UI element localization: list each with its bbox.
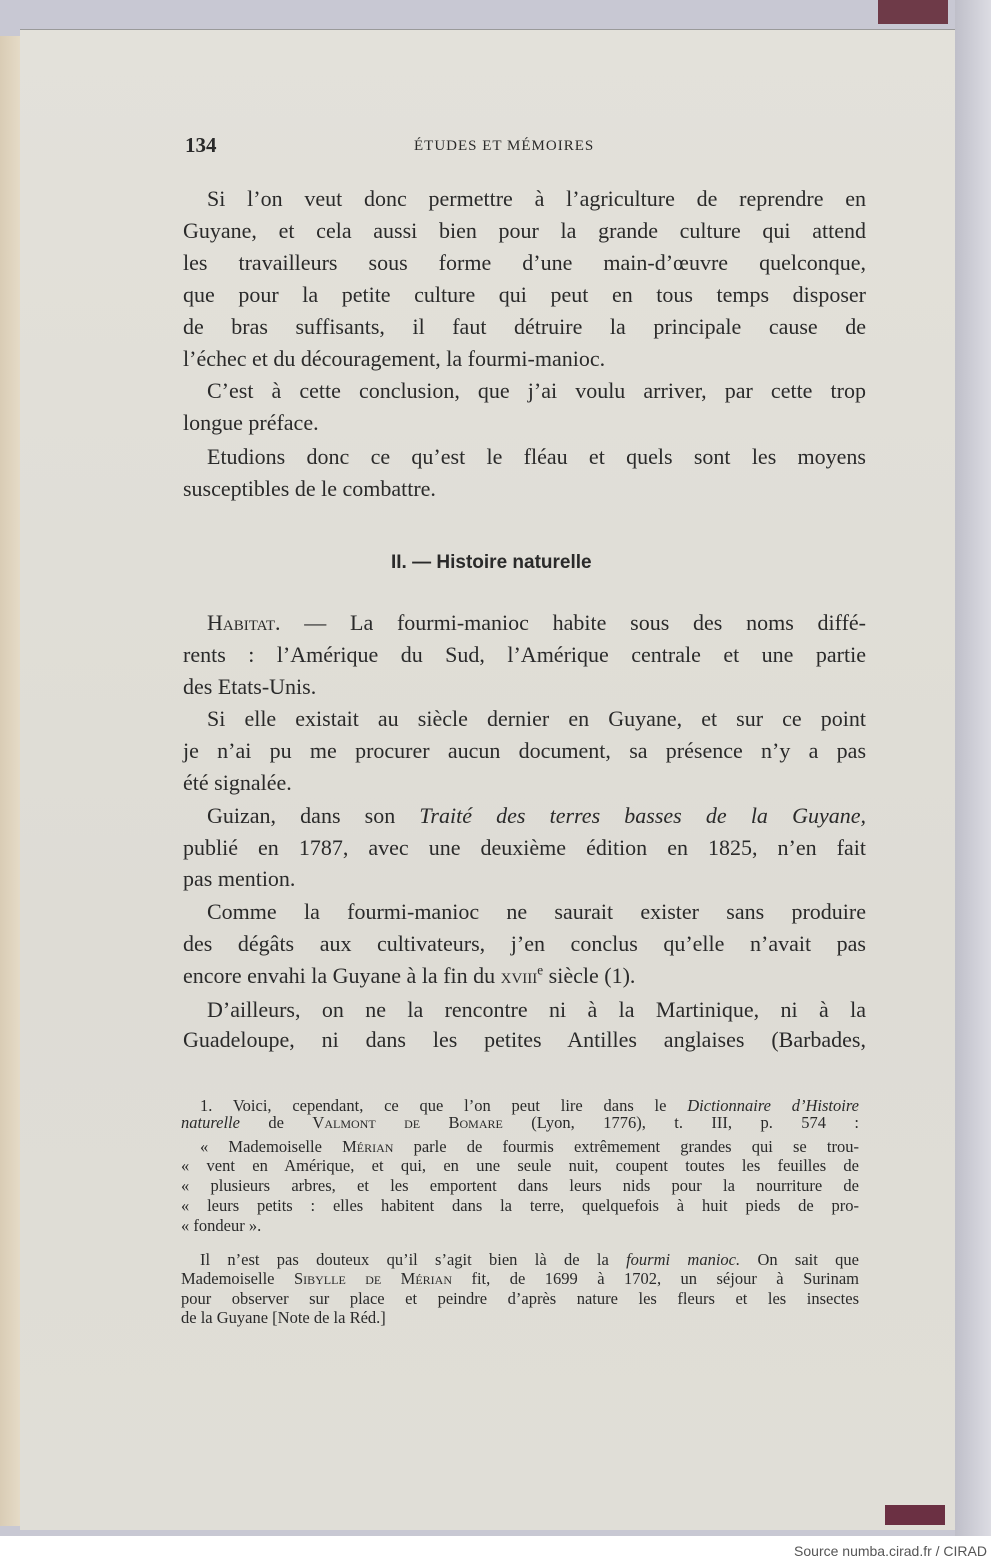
body-line <box>183 282 866 308</box>
text-run: les travailleurs sous forme d’une main-d’œuvre quelconque, <box>183 250 866 275</box>
body-line <box>183 674 866 700</box>
section-heading: II. — Histoire naturelle <box>391 552 592 573</box>
body-line <box>183 378 866 404</box>
body-line <box>183 866 866 892</box>
body-line <box>183 1027 866 1053</box>
text-run: Mademoiselle <box>181 1269 294 1288</box>
italic-text: Dictionnaire d’Histoire <box>687 1096 859 1115</box>
text-run: Etudions donc ce qu’est le fléau et quels sont les moyens <box>207 444 866 469</box>
italic-text: fourmi manioc. <box>626 1250 741 1269</box>
body-line <box>183 770 866 796</box>
body-line <box>183 186 866 212</box>
footnote-line <box>181 1156 859 1175</box>
book-spine-edge <box>955 0 991 1536</box>
footnote-line <box>181 1113 859 1132</box>
footnote-line <box>181 1176 859 1195</box>
footnote-line <box>181 1196 859 1215</box>
body-line <box>183 476 866 502</box>
body-line <box>183 931 866 957</box>
text-run: C’est à cette conclusion, que j’ai voulu arriver, par cette trop <box>207 378 866 403</box>
text-run: fit, de 1699 à 1702, un séjour à Surinam <box>452 1269 859 1288</box>
text-run: (Lyon, 1776), t. III, p. 574 : <box>502 1113 860 1132</box>
running-head: ÉTUDES ET MÉMOIRES <box>414 138 595 154</box>
book-cover-edge <box>878 0 948 24</box>
body-line <box>183 218 866 244</box>
body-line <box>183 899 866 925</box>
text-run: encore envahi la Guyane à la fin du <box>183 963 501 988</box>
footnote-line <box>181 1269 859 1288</box>
text-run: pour observer sur place et peindre d’après nature les fleurs et les insectes <box>181 1289 859 1308</box>
small-caps-text: Mérian <box>342 1137 394 1156</box>
text-run: été signalée. <box>183 770 292 795</box>
text-run: « leurs petits : elles habitent dans la terre, quelquefois à huit pieds de pro- <box>181 1196 859 1215</box>
footnote-line <box>181 1250 859 1269</box>
footnote-line <box>181 1289 859 1308</box>
text-run: de <box>239 1113 313 1132</box>
text-run: Comme la fourmi-manioc ne saurait exister sans produire <box>207 899 866 924</box>
text-run: Si elle existait au siècle dernier en Guyane, et sur ce point <box>207 706 866 731</box>
italic-text: Traité des terres basses de la Guyane, <box>419 803 867 828</box>
text-run: Il n’est pas douteux qu’il s’agit bien là de la <box>200 1250 627 1269</box>
body-line <box>183 835 866 861</box>
text-run: susceptibles de le combattre. <box>183 476 436 501</box>
text-run: siècle (1). <box>543 963 636 988</box>
text-run: je n’ai pu me procurer aucun document, sa présence n’y a pas <box>183 738 866 763</box>
text-run: des dégâts aux cultivateurs, j’en conclus qu’elle n’avait pas <box>183 931 866 956</box>
text-run: de bras suffisants, il faut détruire la principale cause de <box>183 314 866 339</box>
body-line <box>183 444 866 470</box>
footnote-line <box>181 1216 859 1235</box>
text-run: « fondeur ». <box>181 1216 262 1235</box>
body-line <box>183 997 866 1023</box>
body-line <box>183 346 866 372</box>
body-line <box>183 706 866 732</box>
text-run: que pour la petite culture qui peut en tous temps disposer <box>183 282 866 307</box>
text-run: « plusieurs arbres, et les emportent dans leurs nids pour la nourriture de <box>181 1176 859 1195</box>
superscript-text: e <box>537 962 544 978</box>
body-line <box>183 314 866 340</box>
text-run: « vent en Amérique, et qui, en une seule nuit, coupent toutes les feuilles de <box>181 1156 859 1175</box>
text-run: des Etats-Unis. <box>183 674 317 699</box>
body-line <box>183 610 866 636</box>
text-run: 1. Voici, cependant, ce que l’on peut lire dans le <box>200 1096 688 1115</box>
small-caps-text: Valmont de Bomare <box>312 1113 503 1132</box>
text-run: de la Guyane [Note de la Réd.] <box>181 1308 386 1327</box>
text-run: D’ailleurs, on ne la rencontre ni à la Martinique, ni à la <box>207 997 866 1022</box>
text-run: On sait que <box>740 1250 859 1269</box>
footnote-line <box>181 1137 859 1156</box>
text-run: Si l’on veut donc permettre à l’agriculture de reprendre en <box>207 186 866 211</box>
text-run: longue préface. <box>183 410 319 435</box>
small-caps-text: Habitat. <box>207 610 281 635</box>
body-line <box>183 738 866 764</box>
book-cover-edge-bottom <box>885 1505 945 1525</box>
body-line <box>183 250 866 276</box>
body-line <box>183 963 866 989</box>
body-line <box>183 410 866 436</box>
page-number: 134 <box>185 133 217 157</box>
text-run: l’échec et du découragement, la fourmi-manioc. <box>183 346 606 371</box>
page-binding-edge <box>0 36 22 1526</box>
text-run: Guizan, dans son <box>207 803 420 828</box>
small-caps-text: xviii <box>500 963 538 988</box>
footnote-line <box>181 1308 859 1327</box>
text-run: parle de fourmis extrêmement grandes qui se trou- <box>393 1137 860 1156</box>
text-run: Guyane, et cela aussi bien pour la grande culture qui attend <box>183 218 866 243</box>
text-run: « Mademoiselle <box>200 1137 343 1156</box>
text-run: publié en 1787, avec une deuxième édition en 1825, n’en fait <box>183 835 866 860</box>
italic-text: naturelle <box>181 1113 240 1132</box>
body-line <box>183 803 866 829</box>
body-line <box>183 642 866 668</box>
text-run: pas mention. <box>183 866 296 891</box>
source-credit: Source numba.cirad.fr / CIRAD <box>794 1543 987 1559</box>
text-run: — La fourmi-manioc habite sous des noms diffé- <box>280 610 866 635</box>
text-run: rents : l’Amérique du Sud, l’Amérique centrale et une partie <box>183 642 866 667</box>
small-caps-text: Sibylle de Mérian <box>293 1269 453 1288</box>
text-run: Guadeloupe, ni dans les petites Antilles anglaises (Barbades, <box>183 1027 866 1052</box>
